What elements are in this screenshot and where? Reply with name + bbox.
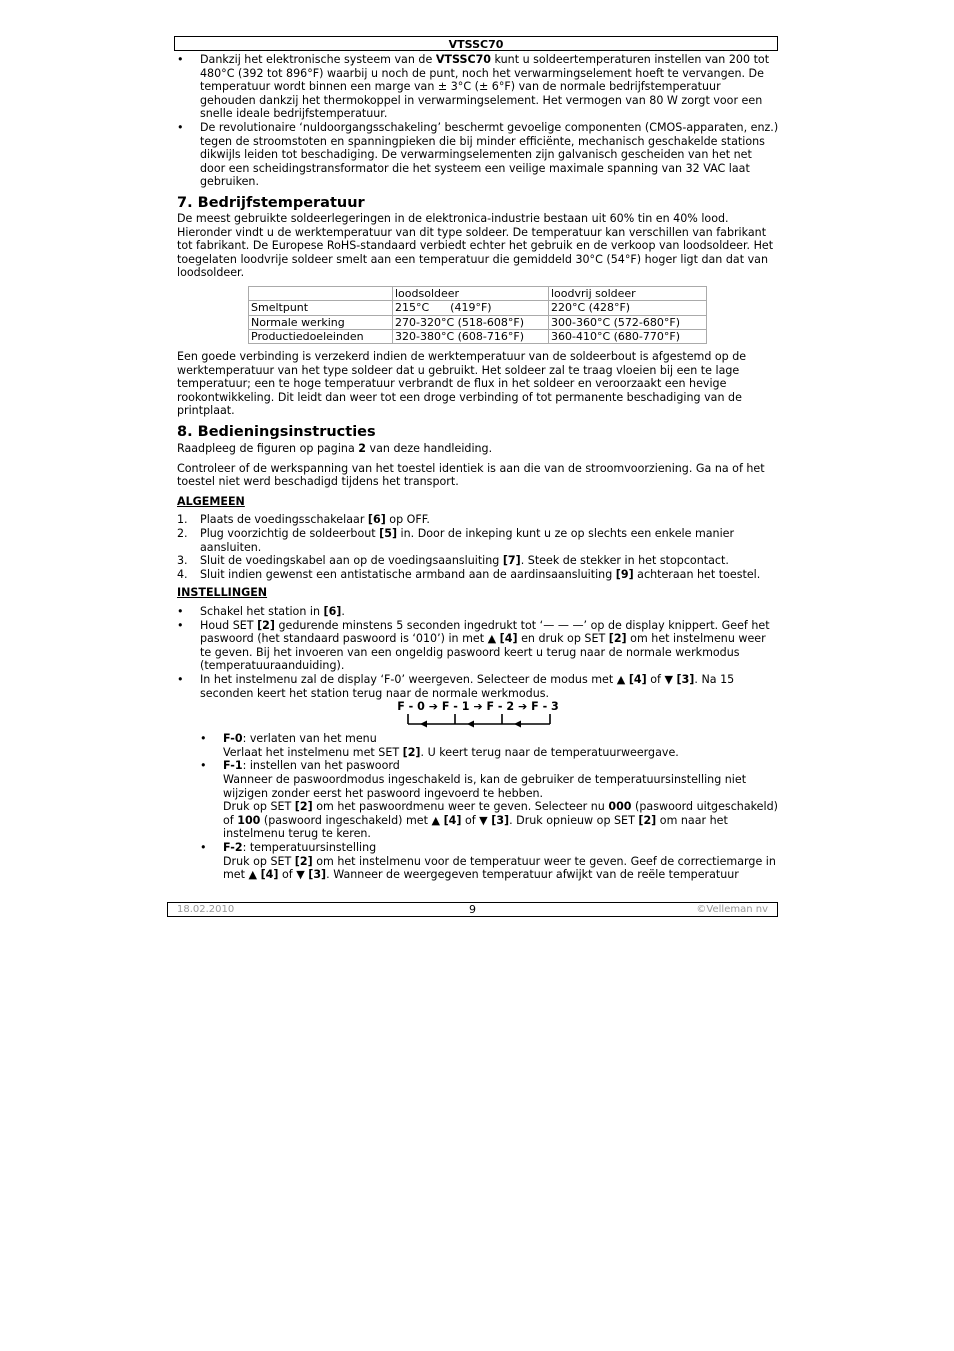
table-row [249, 286, 707, 300]
list-item: • F-0: verlaten van het menu Verlaat het instelmenu met SET [2]. U keert terug naar de temperatuurweergave. [200, 732, 779, 759]
list-item: 2. Plug voorzichtig de soldeerbout [5] in. Door de inkeping kunt u ze op slechts een enkele manier aansluiten. [177, 527, 735, 554]
header-title: VTSSC70 [448, 38, 504, 51]
list-item: • F-2: temperatuursinstelling Druk op SET [2] om het instelmenu voor de temperatuur weer te geven. Geef de correctiemarge in met ▲ [4] of ▼ [3]. Wanneer de weergegeven temperatuur afwijkt van de reële temperatuur [200, 841, 779, 882]
table-cell: 220°C (428°F) [549, 301, 707, 315]
list-item: 3. Sluit de voedingskabel aan op de voedingsaansluiting [7]. Steek de stekker in het stopcontact. [177, 554, 729, 568]
instellingen-heading: INSTELLINGEN [177, 586, 268, 600]
instellingen-list [177, 605, 779, 700]
list-item: 4. Sluit indien gewenst een antistatische armband aan de aardinsaansluiting [9] achteraan het toestel. [177, 567, 761, 581]
page-header [174, 36, 778, 51]
page-body [177, 53, 779, 882]
table-cell: 360-410°C (680-770°F) [549, 329, 707, 343]
table-cell [249, 286, 393, 300]
section-7-title: 7. Bedrijfstemperatuur [177, 194, 365, 211]
list-item: 1. Plaats de voedingsschakelaar [6] op OFF. [177, 513, 430, 527]
page-footer [167, 902, 778, 917]
table-cell: 215°C (419°F) [393, 301, 549, 315]
flow-label: F - 0 ➔ F - 1 ➔ F - 2 ➔ F - 3 [397, 700, 559, 714]
table-row [249, 301, 707, 315]
temperature-table [248, 286, 707, 344]
table-cell: Productiedoeleinden [249, 329, 393, 343]
table-row [249, 315, 707, 329]
section-7-para2: Een goede verbinding is verzekerd indien de werktemperatuur van de soldeerbout is afgestemd op de werktemperatuur van het type soldeer dat u gebruikt. Het soldeer zal te traag vloeien bij een te lage temperatuur; een te hoge temperatuur verbrandt de flux in het soldeer en veroorzaakt een hevige rookontwikkeling. Dit leidt dan weer tot een droge verbinding of tot permanente beschadiging van de printplaat. [177, 350, 747, 418]
section-8-title: 8. Bedieningsinstructies [177, 424, 376, 441]
list-item: • Schakel het station in [6]. [177, 605, 779, 619]
table-cell: 270-320°C (518-608°F) [393, 315, 549, 329]
section-8-para1: Raadpleeg de figuren op pagina 2 van deze handleiding. [177, 442, 493, 456]
f-menu-list [200, 732, 779, 882]
section-7-para1: De meest gebruikte soldeerlegeringen in de elektronica-industrie bestaan uit 60% tin en 40% lood. Hieronder vindt u de werktemperatuur van dit type soldeer. De temperatuur kan verschillen van fabrikant tot fabrikant. De Europese RoHS-standaard verbiedt echter het gebruik en de verkoop van loodsoldeer. Het toegelaten loodvrije soldeer smelt aan een temperatuur die gemiddeld 30°C (54°F) hoger ligt dan dat van loodsoldeer. [177, 211, 774, 280]
list-item: • Dankzij het elektronische systeem van de VTSSC70 kunt u soldeertemperaturen instellen van 200 tot 480°C (392 tot 896°F) waarbij u noch de punt, noch het verwarmingselement hoeft te vervangen. De temperatuur wordt binnen een marge van ± 3°C (± 6°F) van de normale bedrijfstemperatuur gehouden dankzij het thermokoppel in verwarmingselement. Het vermogen van 80 W zorgt voor een snelle ideale bedrijfstemperatuur. [177, 53, 779, 121]
list-item: • Houd SET [2] gedurende minstens 5 seconden ingedrukt tot ‘— — —’ op de display knippert. Geef het paswoord (het standaard paswoord is ‘010’) in met ▲ [4] en druk op SET [2] om het instelmenu weer te geven. Bij het invoeren van een ongeldig paswoord keert u terug naar de normale werkmodus (temperatuuraanduiding). [177, 619, 779, 673]
page-number: 9 [469, 903, 476, 916]
table-cell: 300-360°C (572-680°F) [549, 315, 707, 329]
list-item: • F-1: instellen van het paswoord Wanneer de paswoordmodus ingeschakeld is, kan de gebruiker de temperatuursinstelling niet wijzigen zonder eerst het paswoord ingevoerd te hebben. Druk op SET [2] om het paswoordmenu weer te geven. Selecteer nu 000 (paswoord uitgeschakeld) of 100 (paswoord ingeschakeld) met ▲ [4] of ▼ [3]. Druk opnieuw op SET [2] om naar het instelmenu terug te keren. [200, 759, 779, 841]
table-cell: Normale werking [249, 315, 393, 329]
algemeen-heading: ALGEMEEN [177, 494, 245, 508]
table-cell: 320-380°C (608-716°F) [393, 329, 549, 343]
menu-flow-diagram [177, 700, 779, 730]
table-cell: loodvrij soldeer [549, 286, 707, 300]
intro-bullets [177, 53, 779, 189]
flow-return-arrows [177, 700, 779, 730]
list-item: • In het instelmenu zal de display ‘F-0’ weergeven. Selecteer de modus met ▲ [4] of ▼ [3]. Na 15 seconden keert het station terug naar de normale werkmodus. [177, 673, 779, 700]
algemeen-list [177, 513, 779, 581]
table-cell: loodsoldeer [393, 286, 549, 300]
section-8-para2: Controleer of de werkspanning van het toestel identiek is aan die van de stroomvoorziening. Ga na of het toestel niet werd beschadigd tijdens het transport. [177, 461, 765, 489]
list-item: • De revolutionaire ‘nuldoorgangsschakeling’ beschermt gevoelige componenten (CMOS-apparaten, enz.) tegen de stroomstoten en spanningpieken die bij minder efficiënte, mechanisch geschakelde stations dikwijls leiden tot beschadiging. De verwarmingselementen zijn galvanisch gescheiden van het net door een scheidingstransformator die het systeem een veilige maximale spanning van 32 VAC laat gebruiken. [177, 121, 779, 189]
footer-copyright: ©Velleman nv [696, 904, 768, 915]
table-row [249, 329, 707, 343]
table-cell: Smeltpunt [249, 301, 393, 315]
footer-date: 18.02.2010 [177, 904, 235, 915]
